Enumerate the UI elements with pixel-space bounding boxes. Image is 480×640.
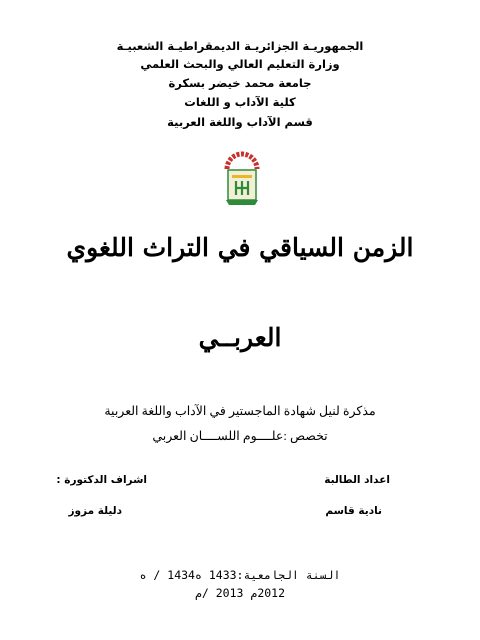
header-ministry: وزارة التعليم العالي والبحث العلمي [140,57,340,71]
header-republic: الجمهوريـة الجزائريـة الديمقراطيـة الشعبيـة [116,39,364,53]
header-department: قسم الآداب واللغة العربية [167,115,313,129]
emblem-band [232,175,252,178]
thesis-specialty: تخصص :علــــوم اللســــان العربي [152,429,328,443]
student-name: نادية قاسم [325,505,382,517]
thesis-purpose: مذكرة لنيل شهادة الماجستير في الآداب واللغة العربية [104,404,376,418]
thesis-title-line1: الزمن السياقي في التراث اللغوي [66,233,414,262]
academic-year-hijri: السنة الجامعية:1433 ه1434 / ه [139,568,341,582]
thesis-title-line2: العربــي [198,323,282,352]
emblem-base [226,200,258,205]
academic-year-gregorian: 2012م 2013 /م [194,586,286,600]
supervisor-name: دليلة مزوز [68,505,122,517]
supervisor-label: اشراف الدكتورة : [56,474,147,486]
university-emblem-icon [222,151,262,207]
emblem-arch [227,154,257,169]
student-label: اعداد الطالبة [324,474,390,486]
header-faculty: كلية الآداب و اللغات [184,95,296,109]
header-university: جامعة محمد خيضر بسكرة [168,76,312,90]
